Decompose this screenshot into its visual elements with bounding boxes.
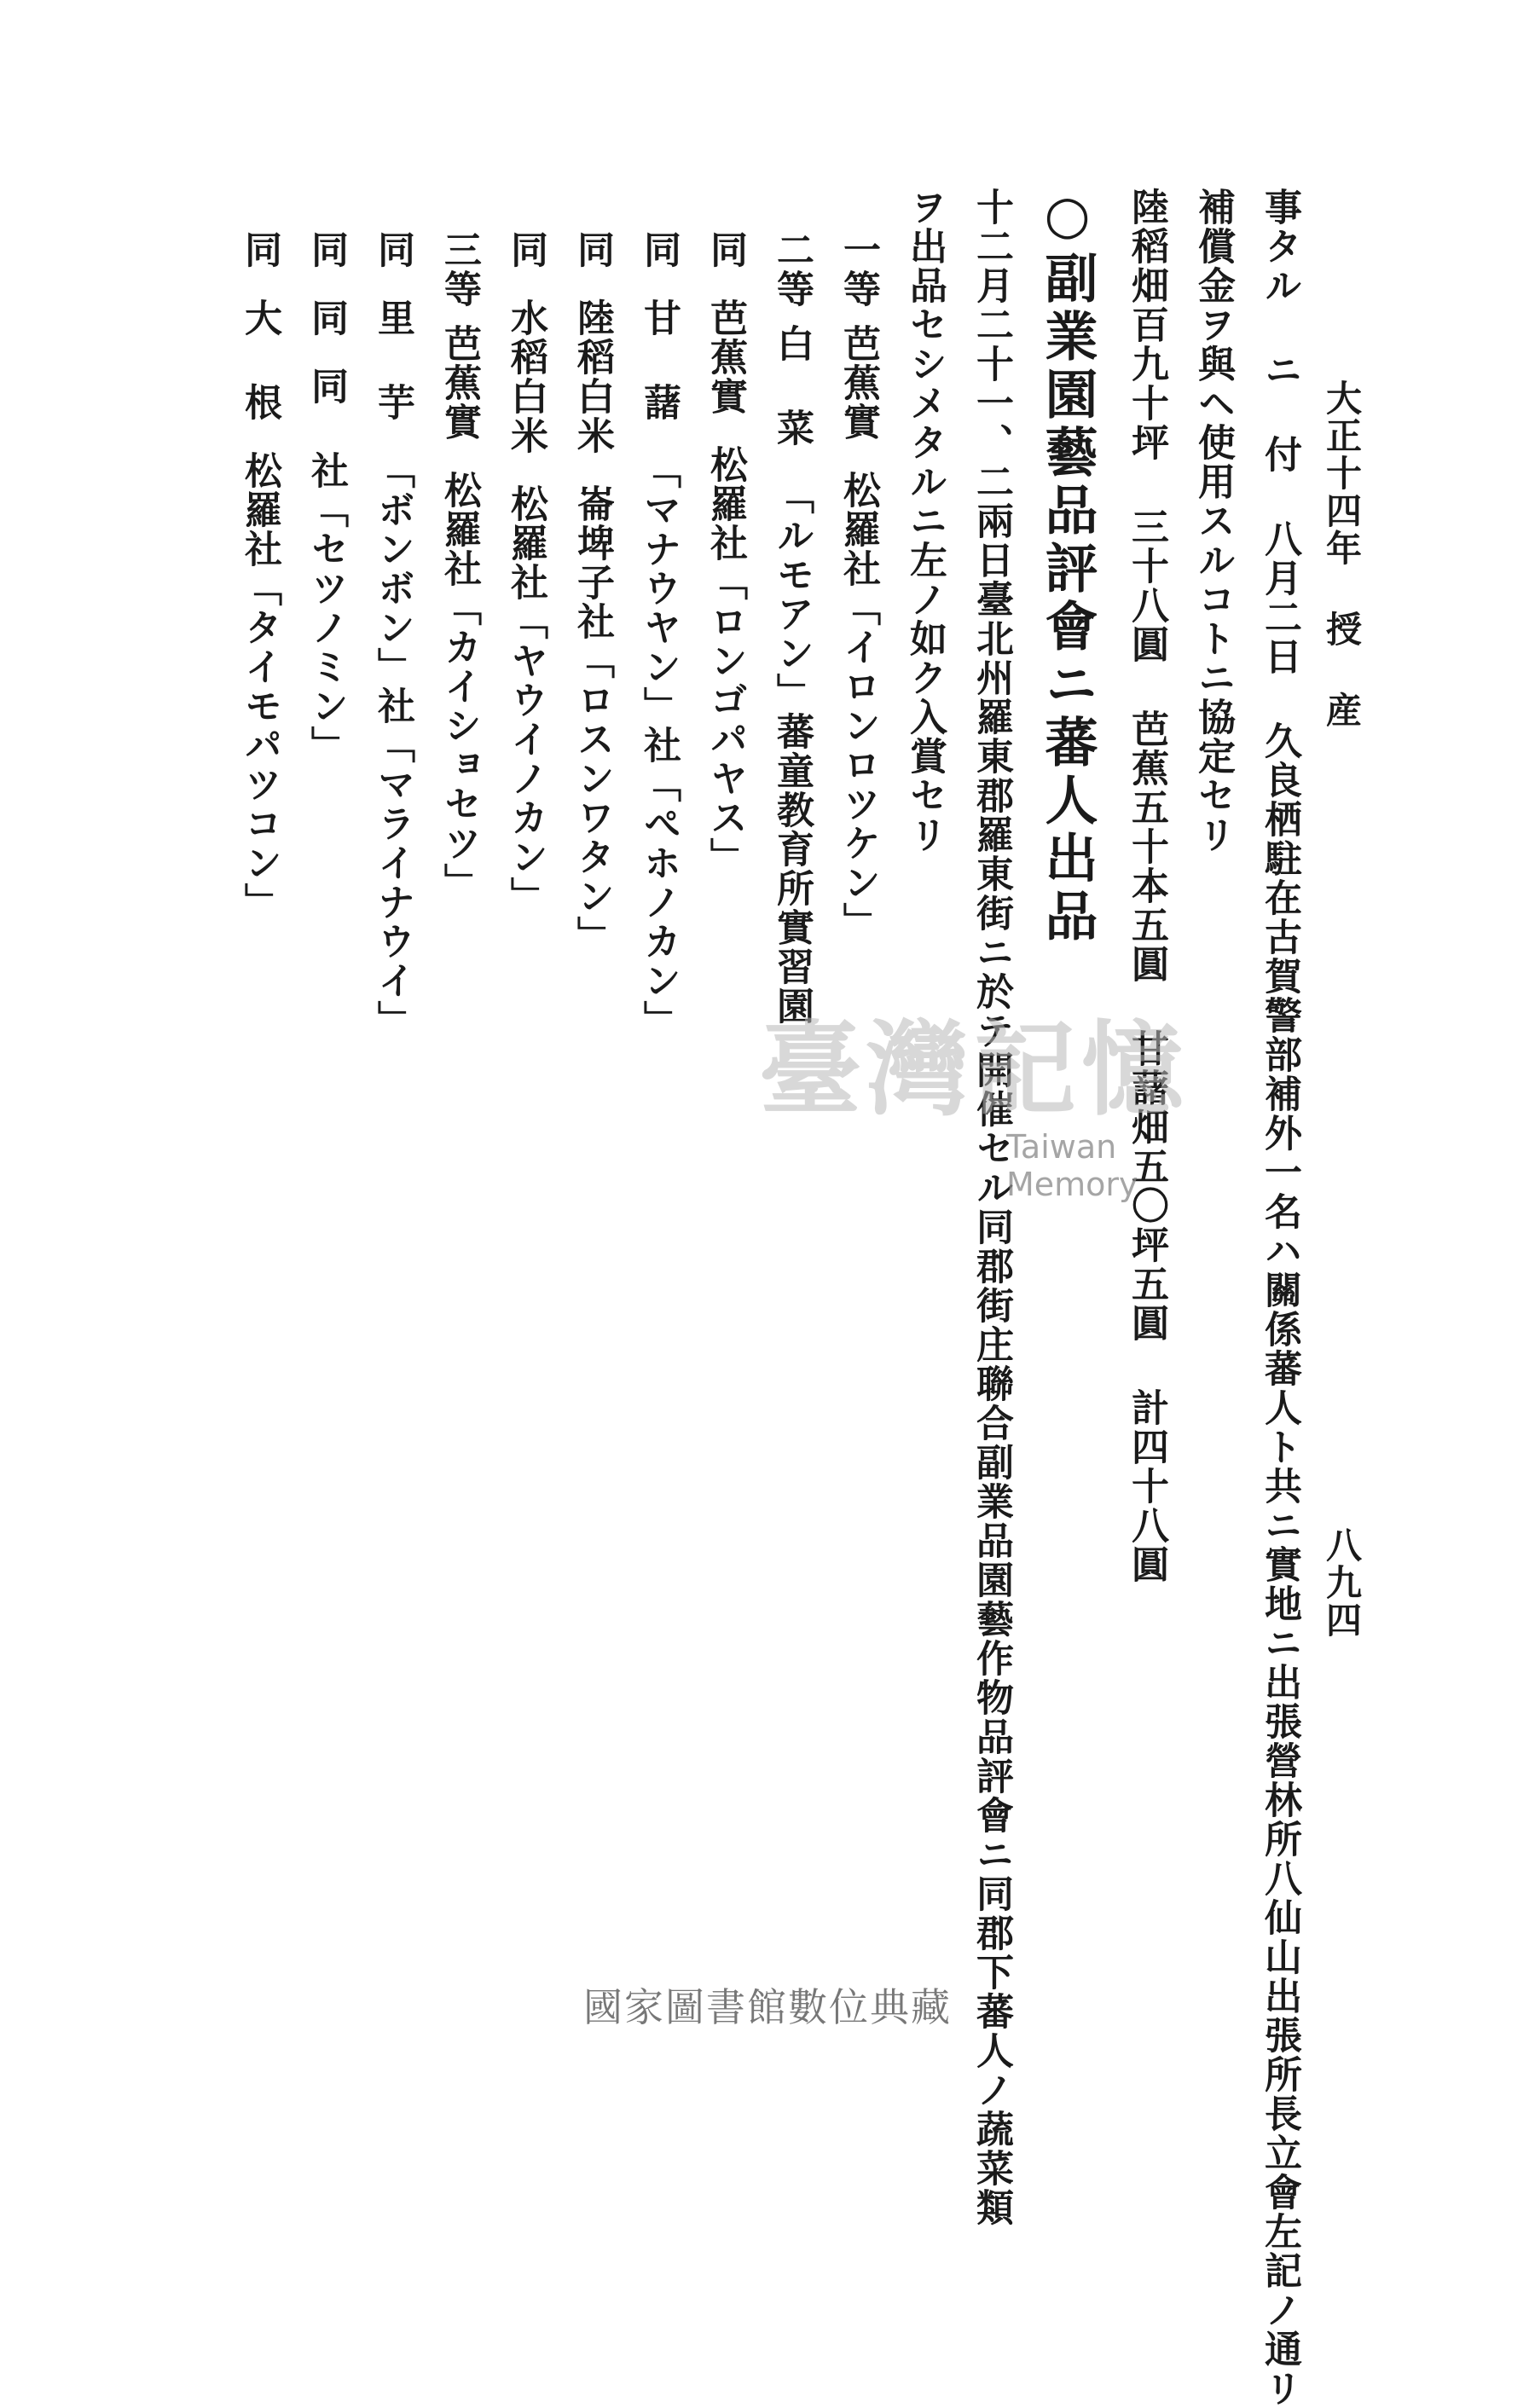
award-place: 崙埤子社「ロスンワタン」 bbox=[571, 484, 614, 955]
award-row bbox=[637, 230, 681, 1039]
award-place: 「ルモアン」蕃童教育所實習園 bbox=[770, 477, 814, 1026]
award-rank: 同 bbox=[371, 230, 414, 269]
page-number: 八九四 bbox=[1321, 1526, 1363, 1639]
award-item: 陸稻白米 bbox=[571, 298, 614, 455]
award-place: 松羅社「イロンロツケン」 bbox=[837, 471, 880, 941]
award-item: 甘 藷 bbox=[637, 298, 681, 422]
award-row bbox=[304, 230, 348, 765]
award-rank: 同 bbox=[304, 230, 348, 269]
award-item: 大 根 bbox=[238, 298, 281, 422]
award-row bbox=[504, 230, 547, 916]
award-rank: 同 bbox=[704, 230, 747, 269]
award-row bbox=[704, 230, 747, 877]
award-item: 芭蕉實 bbox=[704, 298, 747, 416]
award-item: 同 bbox=[304, 298, 348, 338]
award-rank: 同 bbox=[637, 230, 681, 269]
running-header-title: 大正十四年 授 産 bbox=[1321, 379, 1363, 729]
award-place: 松羅社「カイショセツ」 bbox=[437, 471, 481, 902]
section-heading: ○副業園藝品評會ニ蕃人出品 bbox=[1036, 183, 1098, 946]
award-rank: 同 bbox=[238, 230, 281, 269]
award-place: 同 社「セツノミン」 bbox=[304, 367, 348, 765]
watermark-chinese-text: 臺灣記憶 bbox=[759, 1010, 1189, 1130]
footer-collection-label: 國家圖書館數位典藏 bbox=[583, 1984, 952, 2030]
award-place: 「マナウヤン」社「ぺホノカン」 bbox=[637, 451, 681, 1039]
award-place: 松羅社「ヤウイノカン」 bbox=[504, 484, 547, 916]
body-column-3: 陸稻畑百九十坪 三十八圓 芭蕉五十本五圓 甘藷畑五〇坪五圓 計四十八圓 bbox=[1125, 188, 1168, 1584]
watermark-english-text: Taiwan Memory bbox=[1006, 1128, 1138, 1203]
award-item: 白 菜 bbox=[770, 324, 814, 448]
section-body-column-1: 十二月二十一、二兩日臺北州羅東郡羅東街ニ於テ開催セル同郡街庄聯合副業品園藝作物品評會ニ同郡下蕃人ノ蔬菜類 bbox=[970, 188, 1013, 2227]
award-place: 松羅社「ロンゴパヤス」 bbox=[704, 445, 747, 877]
award-row bbox=[770, 230, 814, 1026]
award-rank: 同 bbox=[571, 230, 614, 269]
award-item: 里 芋 bbox=[371, 298, 414, 422]
award-place: 松羅社「タイモパツコン」 bbox=[238, 451, 281, 922]
award-rank: 三等 bbox=[437, 230, 481, 309]
award-row bbox=[571, 230, 614, 955]
award-item: 水稻白米 bbox=[504, 298, 547, 455]
body-column-2: 補償金ヲ與ヘ使用スルコトニ協定セリ bbox=[1191, 188, 1235, 854]
award-rank: 同 bbox=[504, 230, 547, 269]
award-rank: 一等 bbox=[837, 230, 880, 309]
award-item: 芭蕉實 bbox=[437, 324, 481, 442]
award-rank: 二等 bbox=[770, 230, 814, 309]
section-body-column-2: ヲ出品セシメタルニ左ノ如ク入賞セリ bbox=[903, 188, 947, 854]
award-item: 芭蕉實 bbox=[837, 324, 880, 442]
award-row bbox=[837, 230, 880, 941]
award-place: 「ボンボン」社「マライナウイ」 bbox=[371, 451, 414, 1039]
award-row bbox=[437, 230, 481, 902]
award-row bbox=[371, 230, 414, 1039]
body-column-1: 事タル ニ 付 八月二日 久良栖駐在古賀警部補外一名ハ關係蕃人ト共ニ實地ニ出張營林所八仙山出張所長立會左記ノ通リ bbox=[1258, 188, 1301, 2408]
award-row bbox=[238, 230, 281, 922]
